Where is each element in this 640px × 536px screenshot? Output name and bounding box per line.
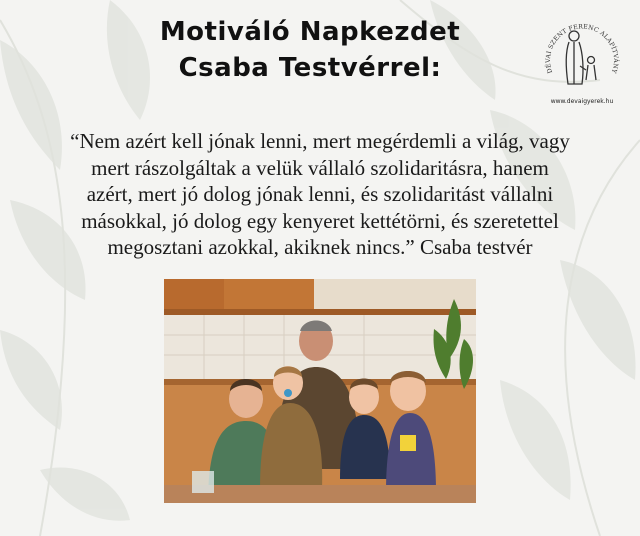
quote-text [10,128,630,261]
title-line-1: Motiváló Napkezdet [159,17,461,47]
quote-line-5: megosztani azokkal, akiknek nincs.” Csaba testvér [107,235,533,259]
quote-line-4: másokkal, jó dolog egy kenyeret kettétörni, és szeretettel [81,208,559,233]
foundation-logo [540,8,624,106]
logo-url: www.devaigyerek.hu [550,98,614,105]
title-line-2: Csaba Testvérrel: [178,53,442,83]
logo-ring-text: DÉVAI SZENT FERENC ALAPÍTVÁNY [544,23,620,75]
quote-line-3: azért, mert jó dolog jónak lenni, és szolidaritást vállalni [86,182,554,206]
quote-line-1: “Nem azért kell jónak lenni, mert megérdemli a világ, vagy [70,129,570,153]
page-title [130,14,490,86]
group-photo [164,279,476,503]
friar-child-icon [566,31,596,84]
quote-line-2: mert rászolgáltak a velük vállaló szolidaritásra, hanem [91,155,549,180]
